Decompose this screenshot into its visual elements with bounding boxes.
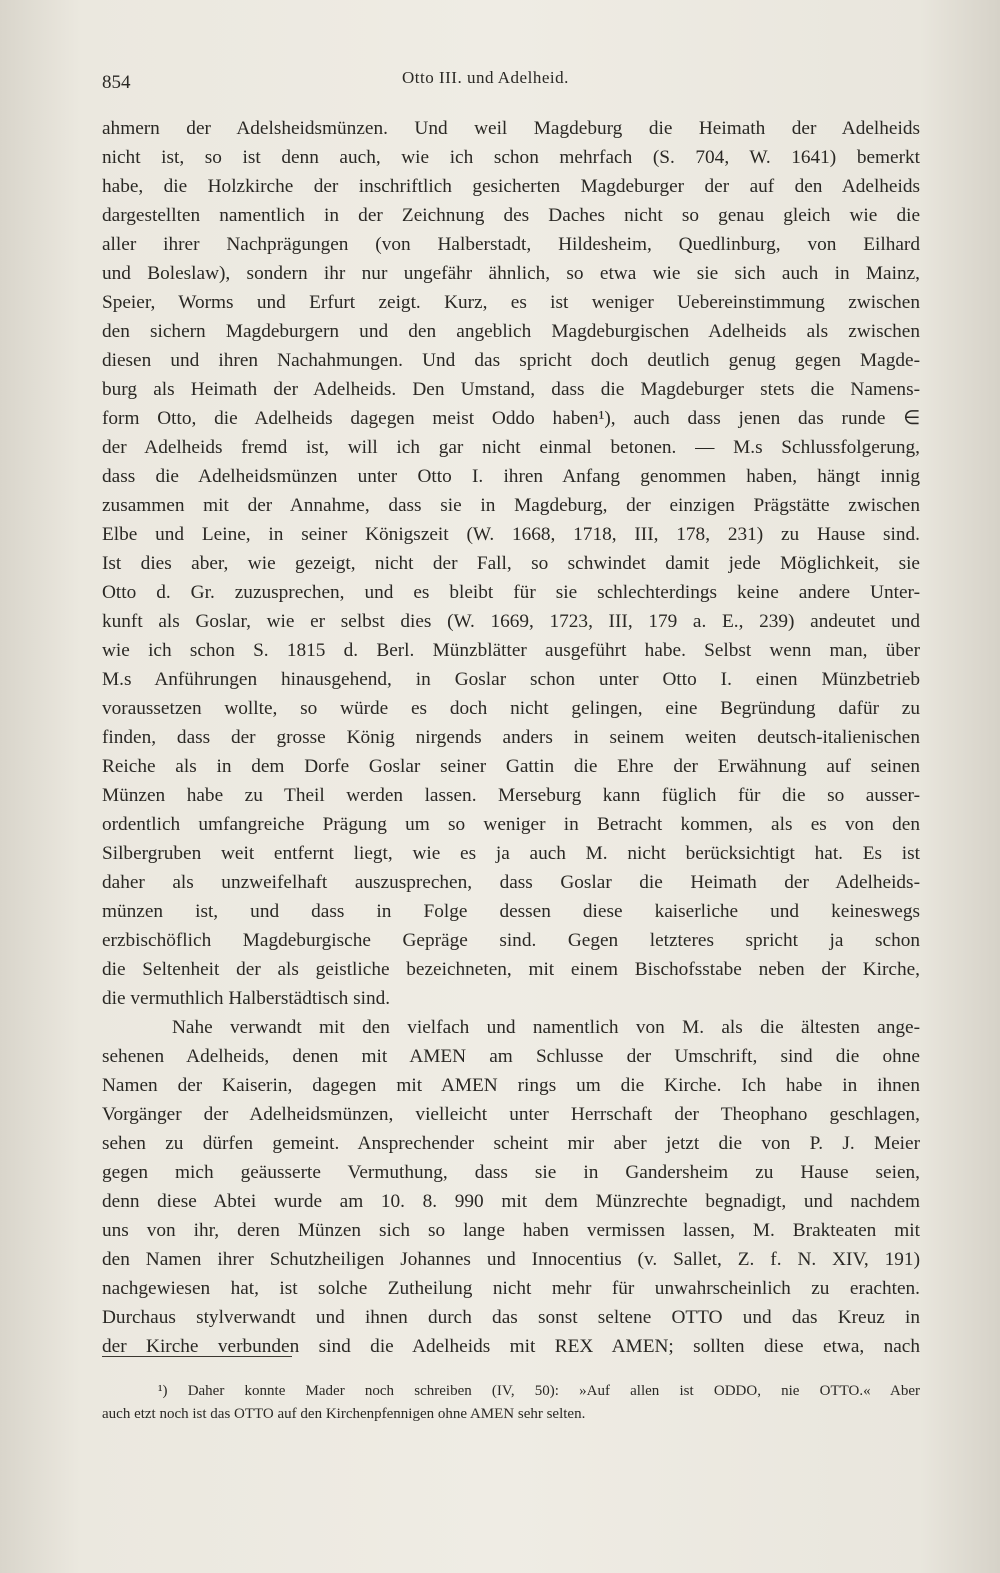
- text-line: kunft als Goslar, wie er selbst dies (W. 1669, 1723, III, 179 a. E., 239) andeutet und: [102, 611, 920, 632]
- paragraph-start-line: Nahe verwandt mit den vielfach und namentlich von M. als die ältesten ange-: [172, 1017, 920, 1038]
- text-line: finden, dass der grosse König nirgends anders in seinem weiten deutsch-italienischen: [102, 727, 920, 748]
- footnote-line: ¹) Daher konnte Mader noch schreiben (IV, 50): »Auf allen ist ODDO, nie OTTO.« Aber: [158, 1383, 920, 1399]
- text-line: form Otto, die Adelheids dagegen meist Oddo haben¹), auch dass jenen das runde ∈: [102, 408, 920, 429]
- text-line: ordentlich umfangreiche Prägung um so weniger in Betracht kommen, als es von den: [102, 814, 920, 835]
- text-line: Ist dies aber, wie gezeigt, nicht der Fall, so schwindet damit jede Möglichkeit, sie: [102, 553, 920, 574]
- text-line: ahmern der Adelsheidsmünzen. Und weil Magdeburg die Heimath der Adelheids: [102, 118, 920, 139]
- text-line: Münzen habe zu Theil werden lassen. Merseburg kann füglich für die so ausser-: [102, 785, 920, 806]
- text-line: nicht ist, so ist denn auch, wie ich schon mehrfach (S. 704, W. 1641) bemerkt: [102, 147, 920, 168]
- text-line: habe, die Holzkirche der inschriftlich gesicherten Magdeburger der auf den Adelheids: [102, 176, 920, 197]
- text-line: zusammen mit der Annahme, dass sie in Magdeburg, der einzigen Prägstätte zwischen: [102, 495, 920, 516]
- text-line: aller ihrer Nachprägungen (von Halberstadt, Hildesheim, Quedlinburg, von Eilhard: [102, 234, 920, 255]
- text-line: sehen zu dürfen gemeint. Ansprechender scheint mir aber jetzt die von P. J. Meier: [102, 1133, 920, 1154]
- text-line: der Adelheids fremd ist, will ich gar nicht einmal betonen. — M.s Schlussfolgerung,: [102, 437, 920, 458]
- text-line: wie ich schon S. 1815 d. Berl. Münzblätter ausgeführt habe. Selbst wenn man, über: [102, 640, 920, 661]
- footnote-line: auch etzt noch ist das OTTO auf den Kirchenpfennigen ohne AMEN sehr selten.: [102, 1406, 586, 1422]
- text-line: gegen mich geäusserte Vermuthung, dass sie in Gandersheim zu Hause seien,: [102, 1162, 920, 1183]
- page-header: [102, 66, 922, 96]
- text-line: die vermuthlich Halberstädtisch sind.: [102, 988, 391, 1009]
- text-line: Silbergruben weit entfernt liegt, wie es ja auch M. nicht berücksichtigt hat. Es ist: [102, 843, 920, 864]
- text-line: Namen der Kaiserin, dagegen mit AMEN rings um die Kirche. Ich habe in ihnen: [102, 1075, 920, 1096]
- footnotes: [102, 1380, 920, 1426]
- text-line: sehenen Adelheids, denen mit AMEN am Schlusse der Umschrift, sind die ohne: [102, 1046, 920, 1067]
- text-line: nachgewiesen hat, ist solche Zutheilung nicht mehr für unwahrscheinlich zu erachten.: [102, 1278, 920, 1299]
- text-line: denn diese Abtei wurde am 10. 8. 990 mit dem Münzrechte begnadigt, und nachdem: [102, 1191, 920, 1212]
- text-line: dass die Adelheidsmünzen unter Otto I. ihren Anfang genommen haben, hängt innig: [102, 466, 920, 487]
- text-line: diesen und ihren Nachahmungen. Und das spricht doch deutlich genug gegen Magde-: [102, 350, 920, 371]
- text-line: die Seltenheit der als geistliche bezeichneten, mit einem Bischofsstabe neben der Kirche,: [102, 959, 920, 980]
- text-line: den Namen ihrer Schutzheiligen Johannes und Innocentius (v. Sallet, Z. f. N. XIV, 191): [102, 1249, 920, 1270]
- text-line: der Kirche verbunden sind die Adelheids mit REX AMEN; sollten diese etwa, nach: [102, 1336, 920, 1357]
- text-line: Speier, Worms und Erfurt zeigt. Kurz, es ist weniger Uebereinstimmung zwischen: [102, 292, 920, 313]
- text-line: Otto d. Gr. zuzusprechen, und es bleibt für sie schlechterdings keine andere Unter-: [102, 582, 920, 603]
- text-line: den sichern Magdeburgern und den angeblich Magdeburgischen Adelheids als zwischen: [102, 321, 920, 342]
- footnote-divider: [102, 1356, 292, 1357]
- text-line: und Boleslaw), sondern ihr nur ungefähr ähnlich, so etwa wie sie sich auch in Mainz,: [102, 263, 920, 284]
- text-line: voraussetzen wollte, so würde es doch nicht gelingen, eine Begründung dafür zu: [102, 698, 920, 719]
- text-line: Reiche als in dem Dorfe Goslar seiner Gattin die Ehre der Erwähnung auf seinen: [102, 756, 920, 777]
- text-line: erzbischöflich Magdeburgische Gepräge sind. Gegen letzteres spricht ja schon: [102, 930, 920, 951]
- main-text: [102, 114, 920, 1361]
- text-line: uns von ihr, deren Münzen sich so lange haben vermissen lassen, M. Brakteaten mit: [102, 1220, 920, 1241]
- text-line: M.s Anführungen hinausgehend, in Goslar schon unter Otto I. einen Münzbetrieb: [102, 669, 920, 690]
- text-line: daher als unzweifelhaft auszusprechen, dass Goslar die Heimath der Adelheids-: [102, 872, 920, 893]
- text-line: Elbe und Leine, in seiner Königszeit (W. 1668, 1718, III, 178, 231) zu Hause sind.: [102, 524, 920, 545]
- running-head: Otto III. und Adelheid.: [402, 68, 569, 87]
- page-number: 854: [102, 72, 131, 93]
- text-line: dargestellten namentlich in der Zeichnung des Daches nicht so genau gleich wie die: [102, 205, 920, 226]
- text-line: Durchaus stylverwandt und ihnen durch das sonst seltene OTTO und das Kreuz in: [102, 1307, 920, 1328]
- text-line: burg als Heimath der Adelheids. Den Umstand, dass die Magdeburger stets die Namens-: [102, 379, 920, 400]
- text-line: Vorgänger der Adelheidsmünzen, vielleicht unter Herrschaft der Theophano geschlagen,: [102, 1104, 920, 1125]
- text-line: münzen ist, und dass in Folge dessen diese kaiserliche und keineswegs: [102, 901, 920, 922]
